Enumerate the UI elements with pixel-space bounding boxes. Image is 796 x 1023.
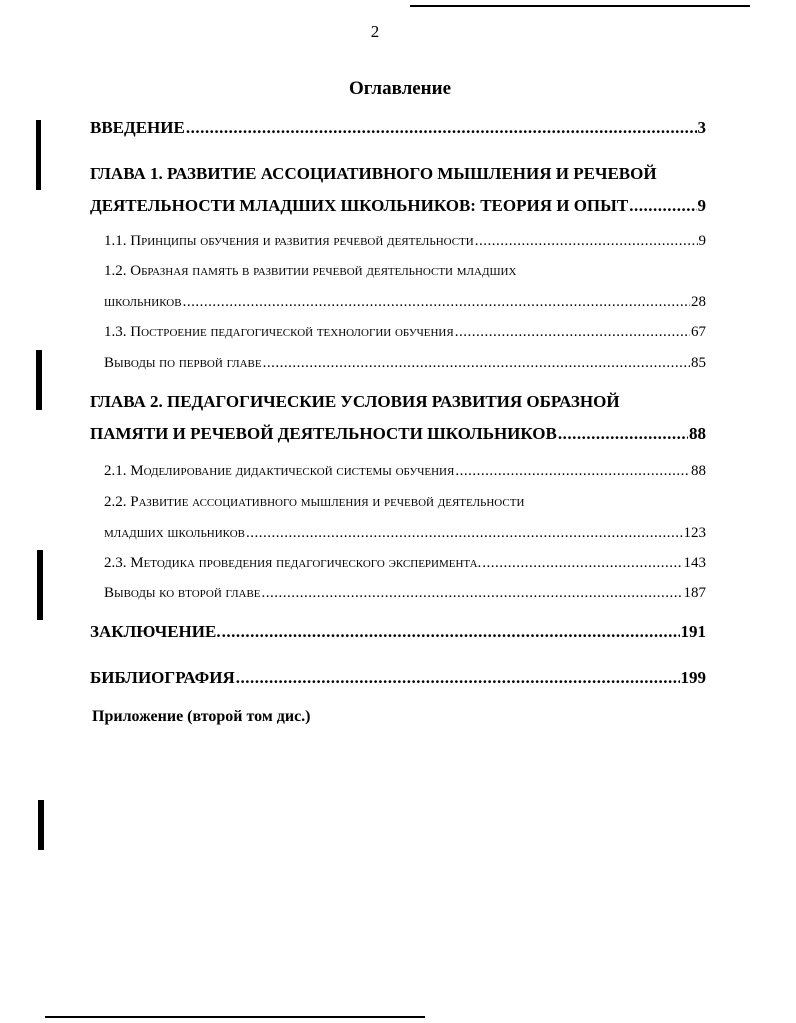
toc-label: БИБЛИОГРАФИЯ xyxy=(90,668,235,687)
toc-entry-chapter2 xyxy=(90,424,706,444)
dot-leader xyxy=(558,424,688,444)
scan-edge-mark xyxy=(36,120,41,190)
toc-label: младших школьников xyxy=(104,525,245,541)
toc-label: ДЕЯТЕЛЬНОСТИ МЛАДШИХ ШКОЛЬНИКОВ: ТЕОРИЯ И ОПЫТ xyxy=(90,196,629,215)
toc-page: 9 xyxy=(697,196,706,215)
toc-page: 191 xyxy=(680,622,706,641)
toc-page: 85 xyxy=(691,355,706,371)
dot-leader xyxy=(183,294,690,311)
toc-chapter2-line1: ГЛАВА 2. ПЕДАГОГИЧЕСКИЕ УСЛОВИЯ РАЗВИТИЯ ОБРАЗНОЙ xyxy=(90,392,620,411)
toc-section-2-2-line1: 2.2. Развитие ассоциативного мышления и речевой деятельности xyxy=(104,494,525,510)
dot-leader xyxy=(629,196,696,216)
toc-label: 2.3. Методика проведения педагогического эксперимента. xyxy=(104,555,482,571)
toc-page: 88 xyxy=(691,463,706,479)
toc-page: 123 xyxy=(683,525,706,541)
dot-leader xyxy=(455,463,690,480)
toc-page: 143 xyxy=(683,555,706,571)
toc-label: школьников xyxy=(104,294,182,310)
scan-edge-mark xyxy=(45,1016,425,1018)
toc-entry-bibliography xyxy=(90,668,706,688)
toc-label: 1.1. Принципы обучения и развития речевой деятельности xyxy=(104,233,474,249)
dot-leader xyxy=(262,585,683,602)
toc-entry-section-2-1 xyxy=(104,463,706,480)
toc-entry-introduction xyxy=(90,118,706,138)
toc-page: 199 xyxy=(680,668,706,687)
toc-label: 2.1. Моделирование дидактической системы обучения xyxy=(104,463,455,479)
dot-leader xyxy=(246,525,683,542)
toc-label: 1.3. Построение педагогической технологии обучения xyxy=(104,324,454,340)
toc-label: ЗАКЛЮЧЕНИЕ. xyxy=(90,622,221,641)
page-number: 2 xyxy=(370,22,380,41)
scan-edge-mark xyxy=(36,350,42,410)
toc-section-1-2-line1: 1.2. Образная память в развитии речевой деятельности младших xyxy=(104,263,517,279)
toc-label: Выводы ко второй главе xyxy=(104,585,261,601)
toc-entry-chapter1 xyxy=(90,196,706,216)
toc-label: ПАМЯТИ И РЕЧЕВОЙ ДЕЯТЕЛЬНОСТИ ШКОЛЬНИКОВ xyxy=(90,424,557,443)
dot-leader xyxy=(236,668,680,688)
toc-entry-conclusions-2 xyxy=(104,585,706,602)
toc-label: ВВЕДЕНИЕ xyxy=(90,118,185,137)
toc-page: 9 xyxy=(698,233,706,249)
scan-edge-mark xyxy=(37,550,43,620)
toc-page: 67 xyxy=(691,324,706,340)
toc-entry-conclusion xyxy=(90,622,706,642)
appendix-note: Приложение (второй том дис.) xyxy=(92,708,311,725)
toc-entry-conclusions-1 xyxy=(104,355,706,372)
toc-label: Выводы по первой главе xyxy=(104,355,262,371)
dot-leader xyxy=(263,355,690,372)
dot-leader xyxy=(186,118,697,138)
toc-entry-section-2-2 xyxy=(104,525,706,542)
dot-leader xyxy=(475,233,698,250)
scan-edge-mark xyxy=(410,5,750,7)
dot-leader xyxy=(222,622,680,642)
toc-chapter1-line1: ГЛАВА 1. РАЗВИТИЕ АССОЦИАТИВНОГО МЫШЛЕНИЯ И РЕЧЕВОЙ xyxy=(90,164,657,183)
toc-entry-section-1-1 xyxy=(104,233,706,250)
page-title: Оглавление xyxy=(348,78,452,99)
toc-page: 187 xyxy=(683,585,706,601)
toc-entry-section-1-3 xyxy=(104,324,706,341)
toc-page: 88 xyxy=(689,424,706,443)
toc-page: 28 xyxy=(691,294,706,310)
toc-entry-section-1-2 xyxy=(104,294,706,311)
scan-edge-mark xyxy=(38,800,44,850)
toc-entry-section-2-3 xyxy=(104,555,706,572)
dot-leader xyxy=(482,555,682,572)
dot-leader xyxy=(455,324,690,341)
toc-page: 3 xyxy=(697,118,706,137)
